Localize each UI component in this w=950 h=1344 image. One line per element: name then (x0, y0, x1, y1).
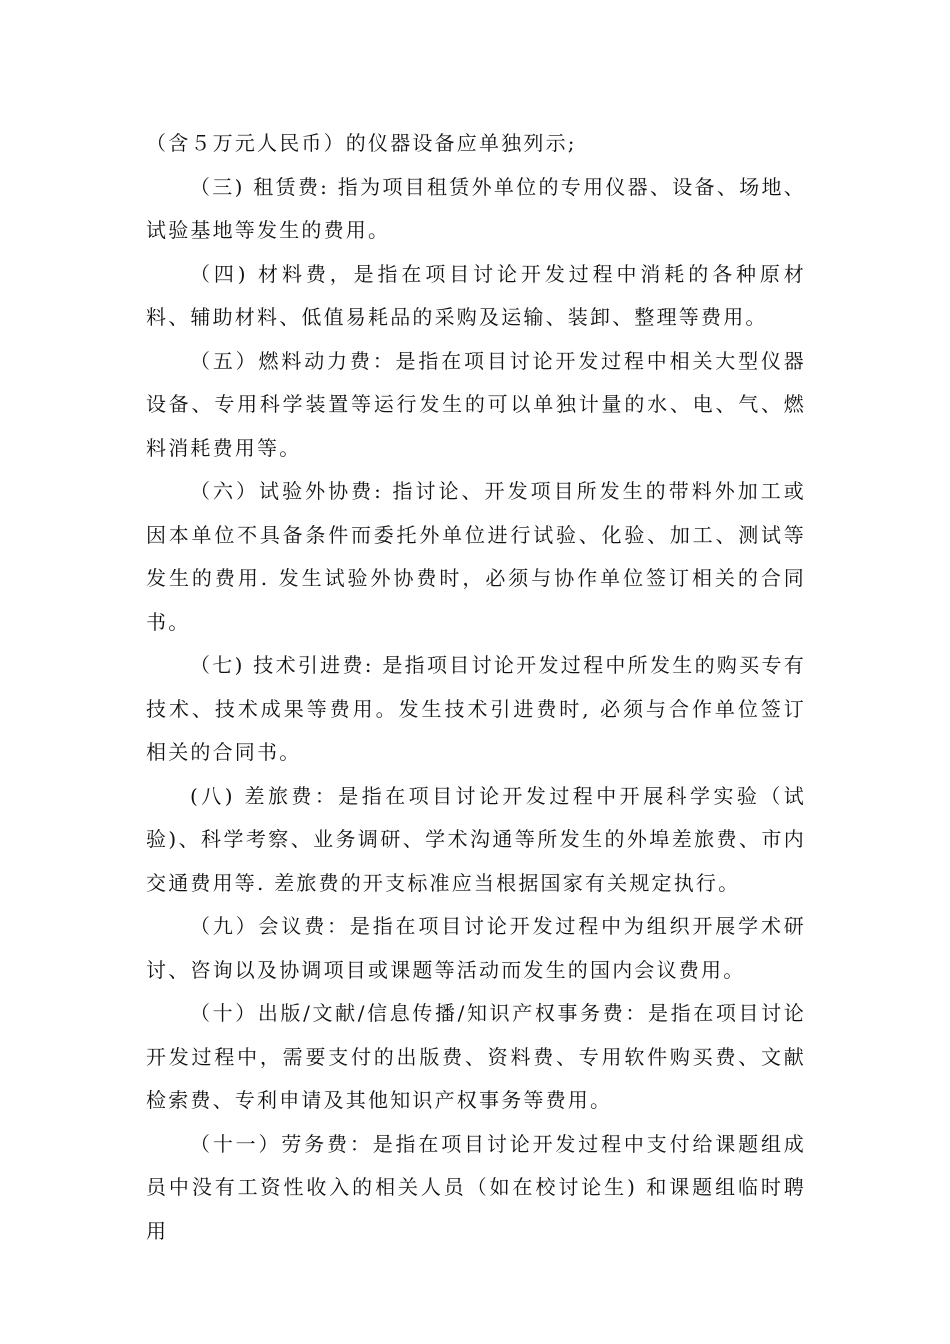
paragraph-technology-import-fee: （七) 技术引进费: 是指项目讨论开发过程中所发生的购买专有技术、技术成果等费用。发生技术引进费时, 必须与合作单位签订相关的合同书。 (146, 653, 806, 764)
paragraph-conference-fee: （九）会议费：是指在项目讨论开发过程中为组织开展学术研讨、咨询以及协调项目或课题等活动而发生的国内会议费用。 (146, 914, 806, 982)
paragraph-fuel-power-fee: （五）燃料动力费：是指在项目讨论开发过程中相关大型仪器设备、专用科学装置等运行发生的可以单独计量的水、电、气、燃料消耗费用等。 (146, 348, 806, 460)
document-body (146, 122, 806, 1253)
paragraph-rental-fee: （三) 租赁费: 指为项目租赁外单位的专用仪器、设备、场地、试验基地等发生的费用。 (146, 174, 806, 242)
paragraph-labor-fee: （十一）劳务费：是指在项目讨论开发过程中支付给课题组成员中没有工资性收入的相关人员（如在校讨论生) 和课题组临时聘用 (146, 1131, 806, 1243)
paragraph-travel-fee: (八) 差旅费：是指在项目讨论开发过程中开展科学实验（试验)、科学考察、业务调研、学术沟通等所发生的外埠差旅费、市内交通费用等. 差旅费的开支标准应当根据国家有关规定执行。 (146, 783, 806, 895)
paragraph-publication-fee: （十）出版/文献/信息传播/知识产权事务费：是指在项目讨论开发过程中，需要支付的出版费、资料费、专用软件购买费、文献检索费、专利申请及其他知识产权事务等费用。 (146, 1001, 806, 1112)
paragraph-external-test-fee: （六）试验外协费: 指讨论、开发项目所发生的带料外加工或因本单位不具备条件而委托外单位进行试验、化验、加工、测试等发生的费用. 发生试验外协费时，必须与协作单位签订相关的合同书。 (146, 479, 806, 634)
paragraph-material-fee: （四) 材料费，是指在项目讨论开发过程中消耗的各种原材料、辅助材料、低值易耗品的采购及运输、装卸、整理等费用。 (146, 261, 806, 329)
paragraph-equipment-note: （含５万元人民币）的仪器设备应单独列示; (146, 131, 577, 155)
